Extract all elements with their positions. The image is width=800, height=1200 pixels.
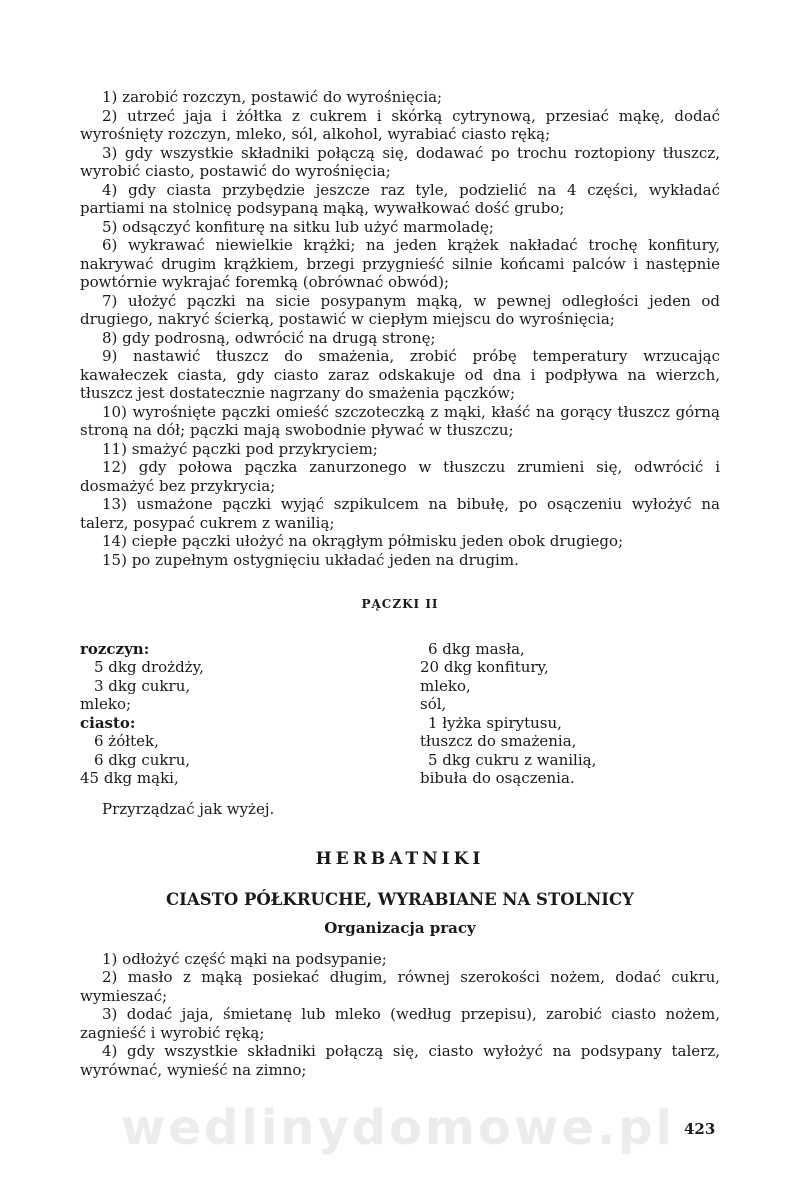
ingredients-right-column [420,640,720,788]
organization-title: Organizacja pracy [324,919,476,937]
step-item: 3) gdy wszystkie składniki połączą się, dodawać po trochu roztopiony tłuszcz, wyrobić ciasto, postawić do wyrośnięcia; [80,143,720,180]
step-item: 5) odsączyć konfiturę na sitku lub użyć marmoladę; [102,217,494,236]
step-item: 8) gdy podrosną, odwrócić na drugą stronę; [102,328,436,347]
ingredient-item: 6 żółtek, [94,732,159,750]
step-item: 7) ułożyć pączki na sicie posypanym mąką, w pewnej odległości jeden od drugiego, nakryć ścierką, postawić w ciepłym miejscu do wyrośnięcia; [80,291,720,328]
ingredient-item: tłuszcz do smażenia, [420,732,577,750]
ingredient-item: 5 dkg drożdży, [94,658,204,676]
step-item: 15) po zupełnym ostygnięciu układać jeden na drugim. [102,550,519,569]
watermark: wedlinydomowe.pl [121,1100,675,1156]
step-item: 14) ciepłe pączki ułożyć na okrągłym półmisku jeden obok drugiego; [102,532,624,550]
herbatniki-subtitle: CIASTO PÓŁKRUCHE, WYRABIANE NA STOLNICY [166,889,634,909]
step-item: 2) masło z mąką posiekać długim, równej szerokości nożem, dodać cukru, wymieszać; [80,968,720,1005]
ingredient-item: sól, [420,695,447,713]
paczki-ii-ingredients [80,640,720,788]
ingredient-item: 3 dkg cukru, [94,676,191,695]
steps-list-herbatniki [80,950,720,1080]
step-item: 4) gdy wszystkie składniki połączą się, ciasto wyłożyć na podsypany talerz, wyrównać, wynieść na zimno; [80,1042,720,1079]
ingredient-item: 6 dkg cukru, [94,750,191,769]
herbatniki-title: HERBATNIKI [315,849,485,869]
step-item: 13) usmażone pączki wyjąć szpikulcem na bibułę, po osączeniu wyłożyć na talerz, posypać cukrem z wanilią; [80,495,720,532]
steps-list-first [80,88,720,569]
ingredient-item: 5 dkg cukru z wanilią, [428,750,597,769]
step-item: 1) odłożyć część mąki na podsypanie; [102,949,387,968]
step-item: 6) wykrawać niewielkie krążki; na jeden krążek nakładać trochę konfitury, nakrywać drugim krążkiem, brzegi przygnieść silnie końcami palców i następnie powtórnie wykrajać foremką (obrównać obwód); [80,236,720,291]
ingredient-item: mleko; [80,695,132,713]
rozczyn-label: rozczyn: [80,639,150,658]
ingredient-item: 1 łyżka spirytusu, [428,713,562,732]
step-item: 4) gdy ciasta przybędzie jeszcze raz tyle, podzielić na 4 części, wykładać partiami na stolnicę podsypaną mąką, wywałkować dość grubo; [80,180,720,217]
page-content [80,88,720,1079]
step-item: 9) nastawić tłuszcz do smażenia, zrobić próbę temperatury wrzucając kawałeczek ciasta, gdy ciasto zaraz odskakuje od dna i podpływa na wierzch, tłuszcz jest dostatecznie nagrzany do smażenia pączków; [80,347,720,402]
step-item: 3) dodać jaja, śmietanę lub mleko (według przepisu), zarobić ciasto nożem, zagnieść i wyrobić ręką; [80,1005,720,1042]
ingredient-item: 6 dkg masła, [428,639,525,658]
ingredient-item: bibuła do osączenia. [420,769,575,787]
step-item: 12) gdy połowa pączka zanurzonego w tłuszczu zrumieni się, odwrócić i dosmażyć bez przykrycia; [80,458,720,495]
step-item: 1) zarobić rozczyn, postawić do wyrośnięcia; [102,88,443,106]
paczki-ii-title: PĄCZKI II [361,597,439,611]
ciasto-label: ciasto: [80,713,136,732]
step-item: 10) wyrośnięte pączki omieść szczoteczką z mąki, kłaść na gorący tłuszcz górną stroną na dół; pączki mają swobodnie pływać w tłuszczu; [80,402,720,439]
step-item: 2) utrzeć jaja i żółtka z cukrem i skórką cytrynową, przesiać mąkę, dodać wyrośnięty rozczyn, mleko, sól, alkohol, wyrabiać ciasto ręką; [80,106,720,143]
ingredient-item: 45 dkg mąki, [80,769,179,787]
ingredient-item: mleko, [420,676,471,695]
ingredients-left-column [80,640,420,788]
ingredient-item: 20 dkg konfitury, [420,658,549,676]
preparation-note: Przyrządzać jak wyżej. [102,799,275,818]
step-item: 11) smażyć pączki pod przykryciem; [102,439,378,458]
page-number: 423 [684,1120,716,1138]
